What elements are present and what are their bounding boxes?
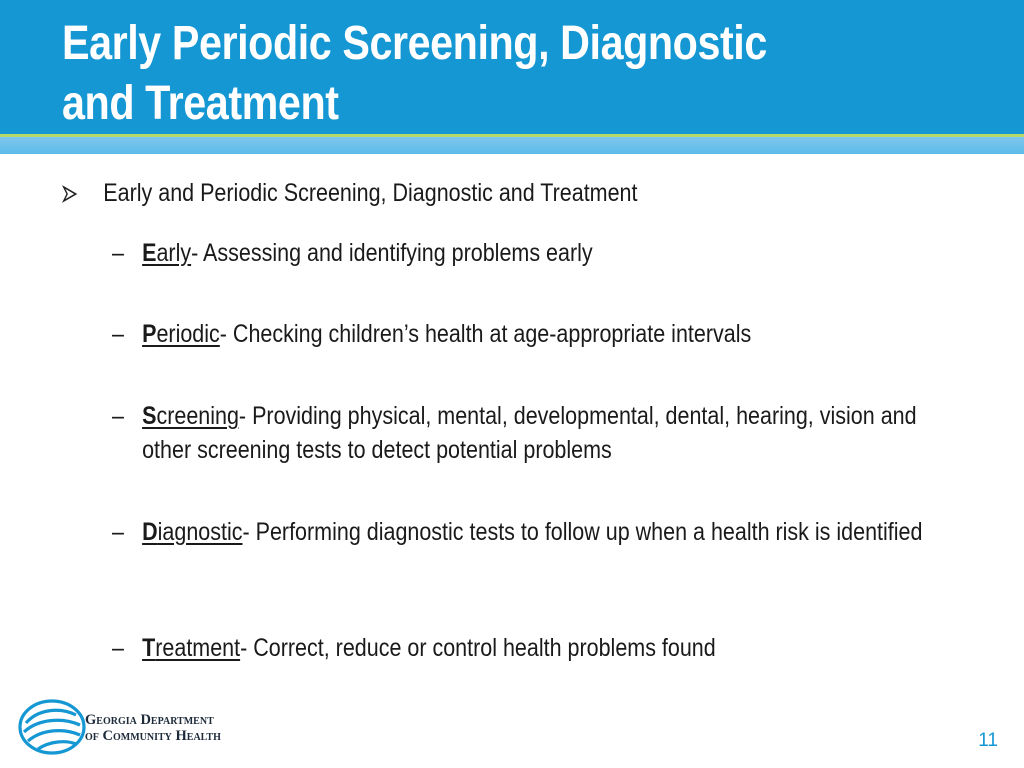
logo-line-1: Georgia Department xyxy=(85,712,214,728)
term-rest: creening xyxy=(156,402,239,430)
logo-line-2: of Community Health xyxy=(85,728,221,744)
term-description: - Checking children’s health at age-appropriate intervals xyxy=(219,320,752,348)
main-bullet xyxy=(62,178,836,208)
list-item xyxy=(112,236,925,270)
dash-bullet: – xyxy=(112,402,124,430)
slide-title: Early Periodic Screening, Diagnostic and Treatment xyxy=(62,17,767,130)
term xyxy=(142,634,240,662)
term-rest: reatment xyxy=(155,634,241,662)
term-rest: iagnostic xyxy=(157,518,243,546)
term-rest: eriodic xyxy=(156,320,220,348)
arrow-bullet-icon xyxy=(62,178,86,208)
term-rest: arly xyxy=(156,239,192,267)
term xyxy=(142,239,191,267)
term-description: - Performing diagnostic tests to follow up when a health risk is identified xyxy=(242,518,923,546)
main-bullet-text: Early and Periodic Screening, Diagnostic and Treatment xyxy=(103,179,638,207)
logo-wordmark xyxy=(85,712,221,744)
term-description: - Correct, reduce or control health problems found xyxy=(240,634,716,662)
dash-bullet: – xyxy=(112,518,124,546)
list-item xyxy=(112,631,925,665)
dash-bullet: – xyxy=(112,239,124,267)
dash-bullet: – xyxy=(112,634,124,662)
term-initial: P xyxy=(142,320,157,348)
term-description: - Assessing and identifying problems early xyxy=(191,239,593,267)
header-stripe xyxy=(0,134,1024,154)
term-initial: D xyxy=(142,518,158,546)
list-item xyxy=(112,399,925,467)
list-item xyxy=(112,515,925,549)
dash-bullet: – xyxy=(112,320,124,348)
term-description: - Providing physical, mental, developmental, dental, hearing, vision and other screening tests to detect potential problems xyxy=(142,402,917,464)
term-initial: S xyxy=(142,402,157,430)
term-initial: E xyxy=(142,239,157,267)
term xyxy=(142,518,242,546)
term xyxy=(142,402,239,430)
list-item xyxy=(112,317,925,351)
term xyxy=(142,320,220,348)
title-bar xyxy=(0,0,1024,134)
page-number: 11 xyxy=(978,730,998,751)
term-initial: T xyxy=(142,634,156,662)
